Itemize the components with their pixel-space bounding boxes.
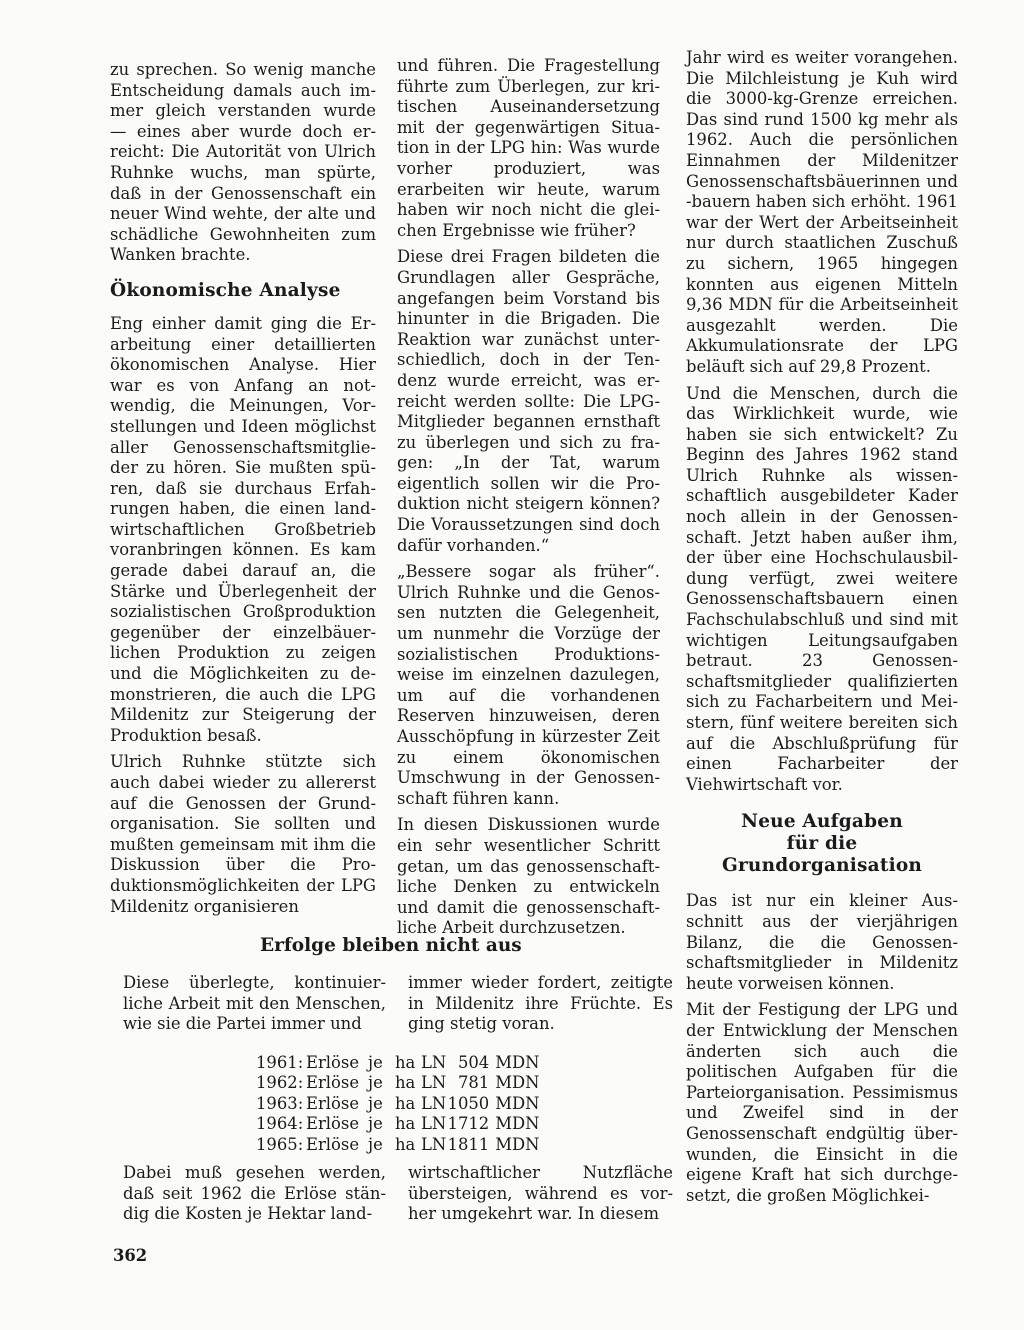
section-heading-oekonomische-analyse: Ökonomische Analyse <box>110 279 341 301</box>
revenue-cell-year: 1961: <box>256 1053 304 1072</box>
revenue-cell-unit: MDN <box>495 1053 540 1072</box>
revenue-cell-unit: MDN <box>495 1114 540 1134</box>
erfolge-text-right-2 <box>408 1163 673 1231</box>
revenue-cell-year: 1965: <box>256 1134 304 1154</box>
revenue-cell-unit: MDN <box>495 1093 540 1113</box>
erfolge-text-left-2 <box>123 1163 386 1231</box>
paragraph: zu sprechen. So wenig manche Entscheidung damals auch immer gleich verstanden wurde — eines aber wurde doch erreicht: Die Autorität von Ulrich Ruhnke wuchs, man spürte, daß in der Genossenschaft ein neuer Wind wehte, der alte und schädliche Gewohnheiten zum Wanken brachte. <box>110 60 376 265</box>
erfolge-text-left <box>123 973 386 1041</box>
revenue-cell-unit: MDN <box>495 1073 540 1093</box>
revenue-row <box>256 1135 540 1155</box>
middle-column <box>397 56 660 945</box>
revenue-row <box>256 1114 540 1134</box>
revenue-cell-value: 1712 <box>447 1114 490 1134</box>
revenue-cell-year: 1962: <box>256 1073 304 1093</box>
revenue-cell-w3: ha <box>395 1134 416 1154</box>
paragraph: Dabei muß gesehen werden, daß seit 1962 die Erlöse ständig die Kosten je Hektar land- <box>123 1163 386 1224</box>
paragraph: und führen. Die Fragestellung führte zum Überlegen, zur kritischen Auseinandersetzung mit der gegenwärtigen Situation in der LPG hin: Was wurde vorher produziert, was erarbeiten wir heute, warum haben wir noch nicht die gleichen Ergebnisse wie früher? <box>397 56 660 240</box>
paragraph: Diese drei Fragen bildeten die Grundlagen aller Gespräche, angefangen beim Vorstand bis hinunter in die Brigaden. Die Reaktion war zunächst unterschiedlich, doch in der Tendenz wurde erreicht, was erreicht werden sollte: Die LPG-Mitglieder begannen ernsthaft zu überlegen und sich zu fragen: „In der Tat, warum eigentlich sollen wir die Produktion nicht steigern können? Die Voraussetzungen sind doch dafür vorhanden.“ <box>397 247 660 555</box>
revenue-cell-w1: Erlöse <box>306 1053 360 1072</box>
section-heading-erfolge: Erfolge bleiben nicht aus <box>260 935 522 956</box>
revenue-cell-w2: je <box>368 1134 383 1154</box>
erfolge-text-right <box>408 973 673 1041</box>
revenue-cell-year: 1963: <box>256 1093 304 1113</box>
revenue-cell-w4: LN <box>421 1073 447 1093</box>
revenue-cell-w4: LN <box>421 1053 447 1072</box>
paragraph: wirtschaftlicher Nutzfläche übersteigen, während es vorher umgekehrt war. In diesem <box>408 1163 673 1224</box>
revenue-table <box>256 1053 540 1155</box>
revenue-cell-w2: je <box>368 1053 383 1072</box>
paragraph: „Bessere sogar als früher“. Ulrich Ruhnke und die Genossen nutzten die Gelegenheit, um nunmehr die Vorzüge der sozialistischen Produktionsweise im einzelnen dazulegen, um auf die vorhandenen Reserven hinzuweisen, deren Ausschöpfung in kürzester Zeit zu einem ökonomischen Umschwung in der Genossenschaft führen kann. <box>397 562 660 808</box>
paragraph: Mit der Festigung der LPG und der Entwicklung der Menschen änderten sich auch die politischen Aufgaben für die Parteiorganisation. Pessimismus und Zweifel sind in der Genossenschaft endgültig überwunden, die Einsicht in die eigene Kraft hat sich durchgesetzt, die großen Möglichkei- <box>686 1000 958 1205</box>
right-column <box>686 48 958 1212</box>
revenue-cell-value: 1050 <box>447 1093 490 1113</box>
section-heading-neue-aufgaben <box>686 811 958 877</box>
revenue-cell-w1: Erlöse <box>306 1114 360 1134</box>
paragraph: Und die Menschen, durch die das Wirklichkeit wurde, wie haben sie sich entwickelt? Zu Beginn des Jahres 1962 stand Ulrich Ruhnke als wissenschaftlich ausgebildeter Kader noch allein in der Genossenschaft. Jetzt haben außer ihm, der über eine Hochschulausbildung verfügt, zwei weitere Genossenschaftsbauern einen Fachschulabschluß und sind mit wichtigen Leitungsaufgaben betraut. 23 Genossenschaftsmitglieder qualifizierten sich zu Facharbeitern und Meistern, fünf weitere bereiten sich auf die Abschlußprüfung für einen Facharbeiter der Viehwirtschaft vor. <box>686 383 958 794</box>
paragraph: Jahr wird es weiter vorangehen. Die Milchleistung je Kuh wird die 3000-kg-Grenze erreichen. Das sind rund 1500 kg mehr als 1962. Auch die persönlichen Einnahmen der Mildenitzer Genossenschaftsbäuerinnen und -bauern haben sich erhöht. 1961 war der Wert der Arbeitseinheit nur durch staatlichen Zuschuß zu sichern, 1965 hingegen konnten aus eigenen Mitteln 9,36 MDN für die Arbeitseinheit ausgezahlt werden. Die Akkumulationsrate der LPG beläuft sich auf 29,8 Prozent. <box>686 48 958 376</box>
revenue-cell-w4: LN <box>421 1134 447 1154</box>
revenue-row <box>256 1053 540 1073</box>
paragraph: In diesen Diskussionen wurde ein sehr wesentlicher Schritt getan, um das genossenschaftliche Denken zu entwickeln und damit die genossenschaftliche Arbeit durchzusetzen. <box>397 815 660 938</box>
page-number: 362 <box>113 1246 148 1265</box>
revenue-cell-w1: Erlöse <box>306 1093 360 1113</box>
revenue-cell-w2: je <box>368 1114 383 1134</box>
revenue-cell-w3: ha <box>395 1053 416 1072</box>
revenue-cell-w1: Erlöse <box>306 1073 360 1093</box>
revenue-cell-year: 1964: <box>256 1114 304 1134</box>
revenue-cell-w4: LN <box>421 1114 447 1134</box>
revenue-row <box>256 1094 540 1114</box>
revenue-cell-w3: ha <box>395 1114 416 1134</box>
paragraph: Ulrich Ruhnke stützte sich auch dabei wieder zu allererst auf die Genossen der Grundorganisation. Sie sollten und mußten gemeinsam mit ihm die Diskussion über die Produktionsmöglichkeiten der LPG Mildenitz organisieren <box>110 752 376 916</box>
revenue-cell-value: 781 <box>457 1073 490 1093</box>
revenue-row <box>256 1073 540 1093</box>
paragraph: Diese überlegte, kontinuierliche Arbeit mit den Menschen, wie sie die Partei immer und <box>123 973 386 1034</box>
revenue-cell-value: 1811 <box>447 1134 490 1154</box>
left-column <box>110 60 376 923</box>
revenue-cell-value: 504 <box>457 1053 490 1072</box>
paragraph: Das ist nur ein kleiner Ausschnitt aus der vierjährigen Bilanz, die die Genossenschaftsmitglieder in Mildenitz heute vorweisen können. <box>686 891 958 993</box>
revenue-cell-w2: je <box>368 1093 383 1113</box>
paragraph: immer wieder fordert, zeitigte in Mildenitz ihre Früchte. Es ging stetig voran. <box>408 973 673 1034</box>
heading-line: Neue Aufgaben <box>741 811 903 833</box>
revenue-cell-w3: ha <box>395 1093 416 1113</box>
revenue-cell-w4: LN <box>421 1093 447 1113</box>
revenue-cell-unit: MDN <box>495 1134 540 1154</box>
revenue-cell-w3: ha <box>395 1073 416 1093</box>
revenue-cell-w1: Erlöse <box>306 1134 360 1154</box>
paragraph: Eng einher damit ging die Erarbeitung einer detaillierten ökonomischen Analyse. Hier war es von Anfang an notwendig, die Meinungen, Vorstellungen und Ideen möglichst aller Genossenschaftsmitglieder zu hören. Sie mußten spüren, daß sie durchaus Erfahrungen haben, die einen landwirtschaftlichen Großbetrieb voranbringen können. Es kam gerade dabei darauf an, die Stärke und Überlegenheit der sozialistischen Großproduktion gegenüber der einzelbäuerlichen Produktion zu zeigen und die Möglichkeiten zu demonstrieren, die auch die LPG Mildenitz zur Steigerung der Produktion besaß. <box>110 313 376 745</box>
heading-line: für die Grundorganisation <box>721 833 923 877</box>
revenue-cell-w2: je <box>368 1073 383 1093</box>
